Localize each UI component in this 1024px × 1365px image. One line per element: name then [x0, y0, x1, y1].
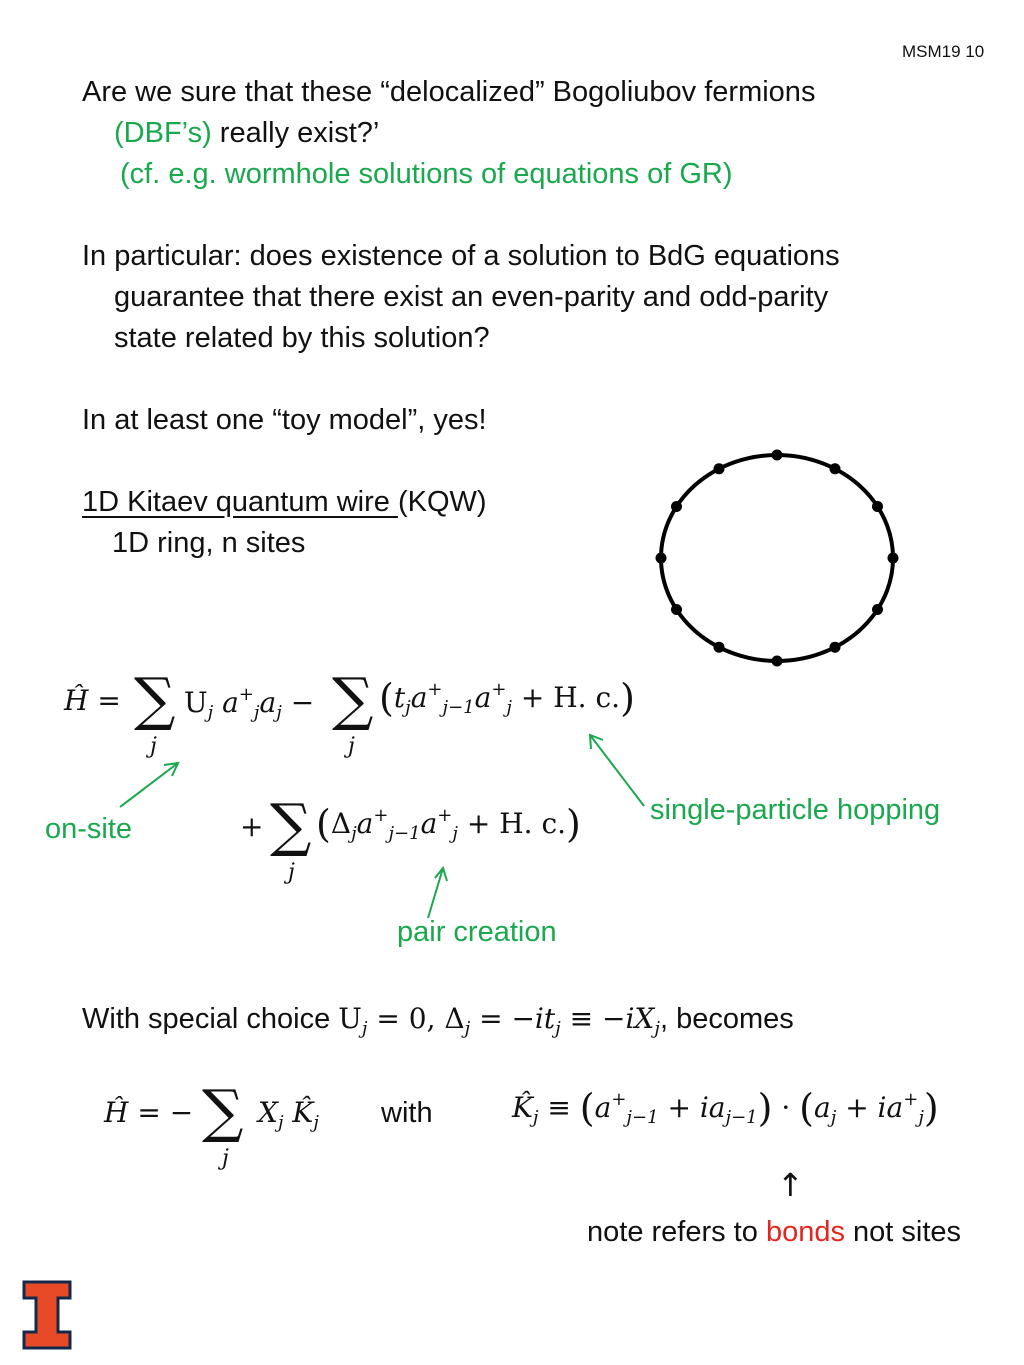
ring-site-9	[671, 604, 682, 615]
on-site-arrow	[120, 763, 178, 807]
kqw-link[interactable]: 1D Kitaev quantum wire	[82, 486, 398, 518]
sum-index-j-3: j	[288, 860, 295, 885]
on-site-label: on-site	[45, 813, 133, 845]
ring-site-4	[888, 553, 899, 564]
ring-site-11	[671, 501, 682, 512]
toy-model-answer: In at least one “toy model”, yes!	[82, 404, 487, 436]
special-choice-prefix: With special choice	[82, 1003, 339, 1035]
sum-symbol-hopping: ∑	[332, 665, 374, 733]
ring-site-2	[830, 463, 841, 474]
ring-site-12	[714, 463, 725, 474]
sum-symbol-bonds: ∑	[202, 1077, 244, 1145]
ring-site-10	[656, 553, 667, 564]
sum-index-j: j	[150, 734, 157, 759]
kitaev-ring-diagram	[656, 450, 899, 667]
dbf-abbreviation: (DBF’s)	[114, 117, 212, 149]
hopping-arrow	[590, 735, 644, 806]
x-k-term: $X_j$ $K̂_j$	[258, 1096, 319, 1133]
special-choice-math: $U_j = 0$, $\Delta_j = -it_j \equiv -iX_j$	[338, 1002, 660, 1039]
ring-site-8	[714, 642, 725, 653]
sum-index-j-4: j	[222, 1146, 229, 1171]
special-choice-suffix: , becomes	[659, 1003, 794, 1035]
ring-site-6	[830, 642, 841, 653]
question-line-2-rest: really exist?’	[211, 117, 380, 149]
k-definition: $K̂_j \equiv (a^+_{j-1} + ia_{j-1}) \cdot (a_j + ia^+_j)$	[512, 1086, 939, 1130]
bdg-question-line-3: state related by this solution?	[114, 322, 490, 354]
plus-sign: +	[240, 810, 264, 843]
hopping-label: single-particle hopping	[650, 794, 941, 826]
kqw-abbreviation: (KQW)	[397, 486, 487, 518]
illinois-block-i-logo	[22, 1280, 72, 1350]
pair-term: ($\Delta_ja^+_{j-1}a^+_j + H$. c.)	[316, 802, 581, 846]
up-arrow-glyph: ↑	[777, 1166, 804, 1204]
slide-number: MSM19 10	[902, 42, 985, 61]
question-line-1: Are we sure that these “delocalized” Bogoliubov fermions	[82, 76, 816, 108]
ring-description: 1D ring, n sites	[112, 527, 306, 559]
bonds-word: bonds	[765, 1216, 845, 1248]
onsite-term: $U_j$ $a^+_ja_j$ −	[184, 684, 315, 723]
bdg-question-line-2: guarantee that there exist an even-parity and odd-parity	[114, 281, 829, 313]
bonds-note-prefix: note refers to	[587, 1216, 766, 1248]
ring-circle	[661, 455, 893, 661]
bdg-question-line-1: In particular: does existence of a solution to BdG equations	[82, 240, 840, 272]
pair-creation-label: pair creation	[397, 916, 557, 948]
sum-symbol-pair: ∑	[270, 791, 312, 859]
bonds-note	[587, 1212, 961, 1253]
ring-site-7	[772, 656, 783, 667]
ring-site-3	[872, 501, 883, 512]
ring-site-1	[772, 450, 783, 461]
hopping-term: ($t_ja^+_{j-1}a^+_j + H$. c.)	[379, 676, 635, 720]
sum-index-j-2: j	[348, 734, 355, 759]
with-label: with	[381, 1097, 433, 1129]
sum-symbol-onsite: ∑	[134, 665, 176, 733]
h-hat-2: Ĥ = −	[104, 1096, 194, 1129]
wormhole-note: (cf. e.g. wormhole solutions of equations of GR)	[120, 158, 733, 190]
bonds-note-suffix: not sites	[844, 1216, 962, 1248]
special-choice-line	[82, 998, 794, 1049]
ring-site-5	[872, 604, 883, 615]
pair-arrow	[428, 868, 443, 918]
h-hat: Ĥ =	[64, 684, 121, 717]
